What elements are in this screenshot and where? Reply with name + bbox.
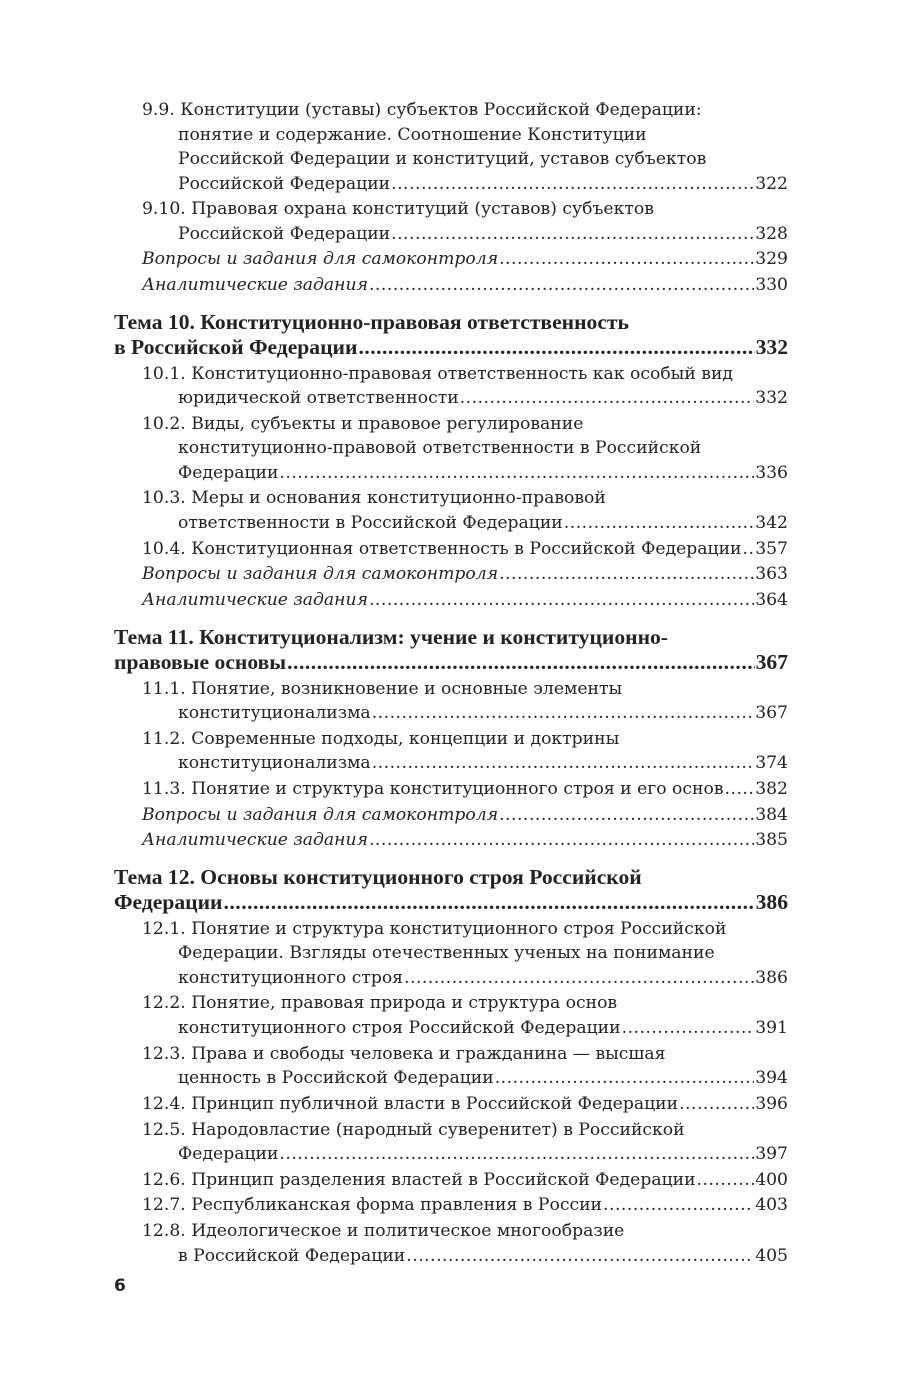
toc-section-entry[interactable] — [142, 1168, 788, 1193]
toc-page-number: 374 — [755, 753, 788, 774]
toc-section-entry[interactable] — [142, 991, 788, 1040]
toc-page-number: 386 — [755, 890, 788, 915]
toc-entry-line — [142, 917, 788, 942]
toc-entry-text: правовые основы — [114, 650, 287, 674]
toc-entry-line — [142, 436, 788, 461]
dot-leader — [279, 1142, 754, 1167]
toc-entry-line — [142, 727, 788, 752]
dot-leader — [358, 335, 754, 361]
toc-entry-line — [142, 386, 788, 411]
toc-entry-text: 10.2. Виды, субъекты и правовое регулирование — [142, 413, 584, 434]
toc-entry-line — [142, 588, 788, 613]
dot-leader — [287, 650, 754, 676]
toc-entry-text: Аналитические задания — [142, 830, 368, 851]
toc-entry-line — [142, 486, 788, 511]
dot-leader — [603, 1193, 754, 1218]
toc-entry-line — [142, 701, 788, 726]
toc-theme-entry[interactable] — [114, 310, 788, 361]
dot-leader — [725, 777, 755, 802]
dot-leader — [679, 1092, 754, 1117]
toc-section-entry[interactable] — [142, 1219, 788, 1268]
toc-entry-text: юридической ответственности — [178, 388, 459, 409]
toc-section-entry[interactable] — [142, 362, 788, 411]
toc-entry-text: 12.2. Понятие, правовая природа и структура основ — [142, 993, 618, 1014]
dot-leader — [743, 537, 755, 562]
toc-entry-text: Вопросы и задания для самоконтроля — [142, 564, 499, 585]
toc-section-entry[interactable] — [142, 197, 788, 246]
toc-entry-text: Аналитические задания — [142, 275, 368, 296]
toc-auxiliary-entry[interactable] — [142, 247, 788, 272]
toc-entry-line — [114, 335, 788, 361]
toc-section-entry[interactable] — [142, 412, 788, 486]
toc-entry-text: понятие и содержание. Соотношение Конституции — [178, 124, 647, 145]
toc-entry-line — [142, 1142, 788, 1167]
toc-entry-text: ответственности в Российской Федерации — [178, 512, 563, 533]
toc-entry-text: 11.1. Понятие, возникновение и основные элементы — [142, 678, 623, 699]
toc-page-number: 332 — [755, 335, 788, 360]
toc-entry-text: Федерации — [178, 462, 279, 483]
toc-entry-text: 12.8. Идеологическое и политическое многообразие — [142, 1221, 625, 1242]
toc-entry-line — [142, 991, 788, 1016]
page-number: 6 — [114, 1276, 126, 1296]
toc-entry-line — [142, 511, 788, 536]
toc-entry-line — [142, 412, 788, 437]
toc-page-number: 391 — [755, 1017, 788, 1038]
toc-entry-line — [114, 310, 788, 336]
toc-entry-text: ценность в Российской Федерации — [178, 1068, 494, 1089]
toc-entry-line — [142, 1244, 788, 1269]
toc-auxiliary-entry[interactable] — [142, 562, 788, 587]
toc-entry-line — [142, 966, 788, 991]
toc-entry-line — [142, 273, 788, 298]
toc-page-number: 336 — [755, 462, 788, 483]
dot-leader — [391, 222, 754, 247]
toc-page-number: 367 — [755, 650, 788, 674]
toc-entry-text: 11.3. Понятие и структура конституционного строя и его основ — [142, 778, 724, 799]
toc-entry-line — [142, 677, 788, 702]
toc-page-number: 384 — [755, 804, 788, 825]
toc-entry-line — [142, 222, 788, 247]
toc-entry-text: 11.2. Современные подходы, концепции и доктрины — [142, 728, 620, 749]
toc-auxiliary-entry[interactable] — [142, 828, 788, 853]
toc-entry-line — [114, 890, 788, 916]
toc-entry-text: конституционализма — [178, 753, 371, 774]
toc-entry-text: 10.4. Конституционная ответственность в Российской Федерации — [142, 538, 742, 559]
toc-entry-line — [142, 1219, 788, 1244]
toc-entry-text: Российской Федерации — [178, 173, 391, 194]
toc-entry-text: 9.10. Правовая охрана конституций (уставов) субъектов — [142, 199, 654, 220]
toc-entry-text: конституционного строя — [178, 967, 404, 988]
toc-page-number: 357 — [755, 538, 788, 559]
toc-entry-text: конституционализма — [178, 703, 371, 723]
dot-leader — [369, 273, 754, 298]
toc-entry-line — [142, 362, 788, 387]
dot-leader — [224, 890, 755, 916]
toc-section-entry[interactable] — [142, 727, 788, 776]
toc-entry-line — [114, 650, 788, 676]
toc-page-number: 342 — [755, 512, 788, 533]
toc-section-entry[interactable] — [142, 1193, 788, 1218]
toc-entry-text: Федерации. Взгляды отечественных ученых на понимание — [178, 943, 715, 964]
toc-entry-text: Вопросы и задания для самоконтроля — [142, 249, 499, 270]
toc-auxiliary-entry[interactable] — [142, 803, 788, 828]
toc-section-entry[interactable] — [142, 537, 788, 562]
toc-section-entry[interactable] — [142, 677, 788, 726]
dot-leader — [279, 461, 754, 486]
toc-page-number: 330 — [755, 275, 788, 296]
toc-section-entry[interactable] — [142, 1118, 788, 1167]
dot-leader — [499, 247, 754, 272]
toc-page-number: 363 — [755, 564, 788, 585]
toc-entry-text: 10.1. Конституционно-правовая ответственность как особый вид — [142, 363, 733, 384]
toc-entry-text: 12.3. Права и свободы человека и гражданина — высшая — [142, 1043, 666, 1064]
toc-entry-text: конституционного строя Российской Федерации — [178, 1017, 621, 1038]
toc-section-entry[interactable] — [142, 777, 788, 802]
toc-entry-line — [142, 461, 788, 486]
toc-entry-line — [142, 197, 788, 222]
toc-entry-line — [142, 147, 788, 172]
toc-section-entry[interactable] — [142, 98, 788, 196]
toc-page-number: 364 — [755, 590, 788, 610]
toc-theme-entry[interactable] — [114, 625, 788, 676]
toc-entry-line — [142, 123, 788, 148]
toc-entry-line — [114, 865, 788, 891]
toc-section-entry[interactable] — [142, 1042, 788, 1091]
toc-entry-line — [114, 625, 788, 651]
toc-entry-text: Федерации — [178, 1144, 279, 1164]
dot-leader — [406, 1244, 754, 1269]
toc-entry-line — [142, 1092, 788, 1117]
toc-page-number: 394 — [755, 1068, 788, 1089]
dot-leader — [372, 701, 755, 726]
toc-entry-line — [142, 1066, 788, 1091]
dot-leader — [391, 172, 754, 197]
toc-page-number: 396 — [755, 1093, 788, 1114]
toc-page-number: 322 — [755, 173, 788, 194]
dot-leader — [369, 828, 754, 853]
toc-entry-line — [142, 1118, 788, 1143]
dot-leader — [460, 386, 755, 411]
dot-leader — [404, 966, 754, 991]
toc-entry-line — [142, 777, 788, 802]
toc-entry-text: 12.5. Народовластие (народный суверенитет) в Российской — [142, 1119, 685, 1140]
toc-section-entry[interactable] — [142, 1092, 788, 1117]
dot-leader — [372, 751, 755, 776]
toc-entry-text: Российской Федерации и конституций, уставов субъектов — [178, 149, 707, 169]
toc-page-number: 400 — [755, 1169, 788, 1190]
toc-section-entry[interactable] — [142, 917, 788, 991]
toc-entry-text: 12.1. Понятие и структура конституционного строя Российской — [142, 918, 727, 939]
toc-entry-line — [142, 751, 788, 776]
toc-entry-line — [142, 803, 788, 828]
toc-entry-line — [142, 828, 788, 853]
toc-auxiliary-entry[interactable] — [142, 588, 788, 613]
dot-leader — [369, 588, 754, 613]
toc-entry-line — [142, 1042, 788, 1067]
toc-page-number: 332 — [755, 388, 788, 409]
dot-leader — [499, 562, 754, 587]
toc-entry-text: Федерации — [114, 890, 223, 915]
toc-entry-text: Тема 12. Основы конституционного строя Российской — [114, 864, 642, 889]
toc-page-number: 382 — [755, 778, 788, 799]
toc-page-number: 385 — [755, 830, 788, 851]
toc-page-number: 403 — [755, 1195, 788, 1216]
toc-entry-text: 12.7. Республиканская форма правления в России — [142, 1195, 603, 1216]
toc-entry-text: Российской Федерации — [178, 223, 391, 244]
toc-section-entry[interactable] — [142, 486, 788, 535]
toc-entry-text: Вопросы и задания для самоконтроля — [142, 804, 499, 825]
toc-page-number: 386 — [755, 967, 788, 988]
toc-page-number: 328 — [755, 223, 788, 244]
toc-entry-text: конституционно-правовой ответственности в Российской — [178, 438, 702, 459]
toc-page-number: 397 — [755, 1144, 788, 1164]
table-of-contents — [114, 98, 788, 1268]
toc-entry-line — [142, 98, 788, 123]
dot-leader — [499, 803, 754, 828]
toc-entry-line — [142, 562, 788, 587]
toc-entry-text: 12.6. Принцип разделения властей в Российской Федерации — [142, 1169, 696, 1190]
toc-entry-text: Тема 10. Конституционно-правовая ответственность — [114, 309, 629, 334]
toc-entry-line — [142, 172, 788, 197]
toc-entry-text: в Российской Федерации — [178, 1245, 406, 1266]
dot-leader — [564, 511, 754, 536]
toc-entry-line — [142, 537, 788, 562]
dot-leader — [495, 1066, 754, 1091]
toc-entry-text: 9.9. Конституции (уставы) субъектов Российской Федерации: — [142, 100, 702, 120]
toc-page-number: 329 — [755, 249, 788, 270]
dot-leader — [622, 1016, 755, 1041]
toc-entry-line — [142, 941, 788, 966]
toc-page-number: 405 — [755, 1245, 788, 1266]
toc-entry-line — [142, 1016, 788, 1041]
toc-page-number: 367 — [755, 703, 788, 723]
toc-entry-line — [142, 1193, 788, 1218]
toc-auxiliary-entry[interactable] — [142, 273, 788, 298]
dot-leader — [697, 1168, 755, 1193]
toc-entry-text: 12.4. Принцип публичной власти в Российской Федерации — [142, 1093, 679, 1114]
toc-entry-text: Аналитические задания — [142, 590, 368, 610]
toc-entry-line — [142, 247, 788, 272]
toc-entry-line — [142, 1168, 788, 1193]
toc-entry-text: в Российской Федерации — [114, 335, 358, 360]
toc-theme-entry[interactable] — [114, 865, 788, 916]
toc-entry-text: Тема 11. Конституционализм: учение и конституционно- — [114, 624, 668, 649]
toc-entry-text: 10.3. Меры и основания конституционно-правовой — [142, 488, 606, 509]
